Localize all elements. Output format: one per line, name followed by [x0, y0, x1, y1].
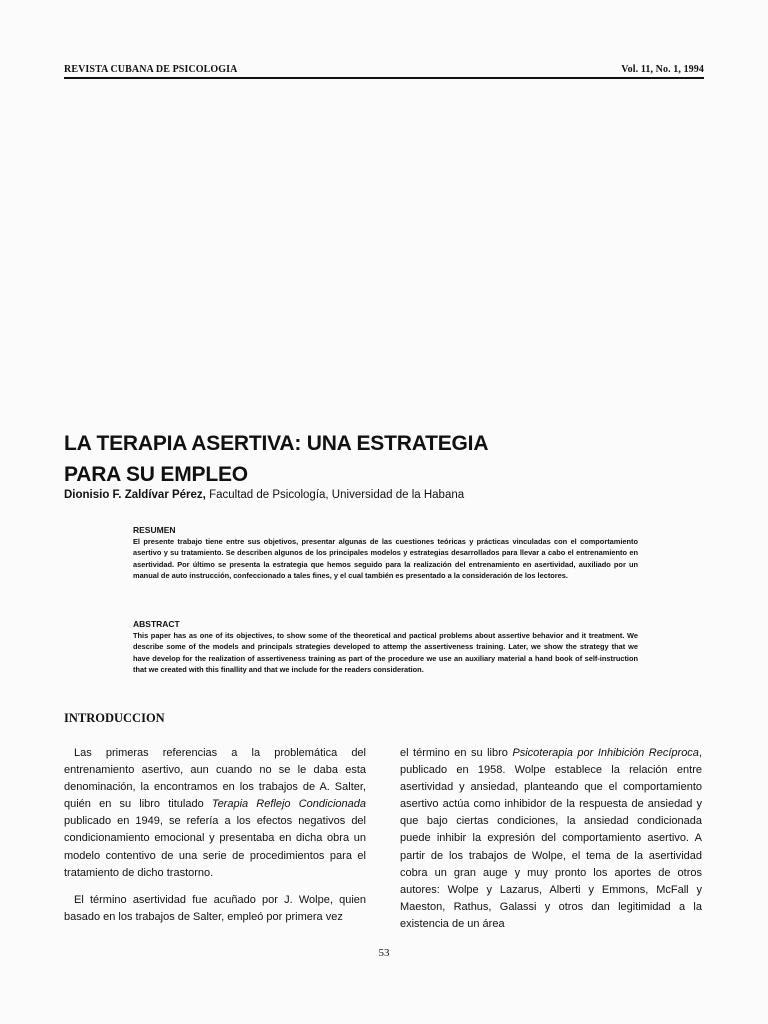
- abstract-heading: ABSTRACT: [133, 619, 180, 629]
- running-head: [64, 62, 704, 78]
- abstract-text: This paper has as one of its objectives, to show some of the theoretical and pactical problems about assertive behavior and it treatment. We describe some of the models and principals strategies developed to attemp the assertiveness training. Later, we show the strategy that we have develop for the realization of assertiveness training as part of the procedure we use an auxiliary material a hand book of self-instruction that we created with this finallity and that we include for the readers consideration.: [133, 631, 638, 674]
- page-number: 53: [378, 947, 390, 959]
- intro-paragraph-continued: [400, 745, 702, 933]
- intro-p1-text-a: Las primeras referencias a la problemática del entrenamiento asertivo, aun cuando no se le daba esta denominación, la encontramos en los trabajos de A. Salter, quién en su libro titulado: [64, 747, 366, 811]
- intro-p3-text-a: el término en su libro: [400, 747, 513, 759]
- intro-paragraph-2: El término asertividad fue acuñado por J. Wolpe, quien basado en los trabajos de Salter, empleó por primera vez: [64, 893, 366, 923]
- journal-name: REVISTA CUBANA DE PSICOLOGIA: [64, 64, 238, 75]
- intro-p1-book-title: Terapia Reflejo Condicionada: [211, 798, 366, 811]
- intro-p1-text-b: publicado en 1949, se refería a los efectos negativos del condicionamiento emocional y presentaba en dicha obra un modelo contentivo de una serie de procedimientos para el tratamiento de dicho trastorno.: [64, 815, 366, 879]
- title-line-1: LA TERAPIA ASERTIVA: UNA ESTRATEGIA: [64, 432, 489, 455]
- author-name: Dionisio F. Zaldívar Pérez,: [64, 489, 206, 501]
- section-heading-introduccion: INTRODUCCION: [64, 711, 165, 725]
- intro-p3-text-b: , publicado en 1958. Wolpe establece la relación entre asertividad y ansiedad, planteando que el comportamiento asertivo actúa como inhibidor de la respuesta de ansiedad y que bajo ciertas condiciones, la ansiedad condicionada puede inhibir la expresión del comportamiento asertivo. A partir de los trabajos de Wolpe, el tema de la asertividad cobra un gran auge y muy pronto los aportes de otros autores: Wolpe y Lazarus, Alberti y Emmons, McFall y Maeston, Rathus, Galassi y otros dan legitimidad a la existencia de un área: [400, 747, 702, 930]
- body-column-right: [400, 745, 702, 933]
- article-title: [64, 428, 704, 490]
- intro-p3-book-title: Psicoterapia por Inhibición Recíproca: [512, 747, 699, 759]
- resumen-text: El presente trabajo tiene entre sus objetivos, presentar algunas de las cuestiones teóricas y prácticas vinculadas con el comportamiento asertivo y su tratamiento. Se describen algunos de los principales modelos y estrategias desarrollados para llevar a cabo el entrenamiento en asertividad. Por último se presenta la estrategia que hemos seguido para la realización del entrenamiento en asertividad, auxiliado por un manual de auto instrucción, confeccionado a tales fines, y el cual también es presentado a la consideración de los lectores.: [133, 537, 638, 580]
- author-affiliation: Facultad de Psicología, Universidad de la Habana: [205, 489, 465, 501]
- resumen-heading: RESUMEN: [133, 525, 176, 535]
- title-line-2: PARA SU EMPLEO: [64, 463, 248, 486]
- body-column-left: [64, 745, 366, 926]
- header-rule: [64, 77, 704, 79]
- volume-info: Vol. 11, No. 1, 1994: [621, 64, 704, 75]
- author-line: [64, 489, 704, 501]
- intro-paragraph-1: [64, 745, 366, 882]
